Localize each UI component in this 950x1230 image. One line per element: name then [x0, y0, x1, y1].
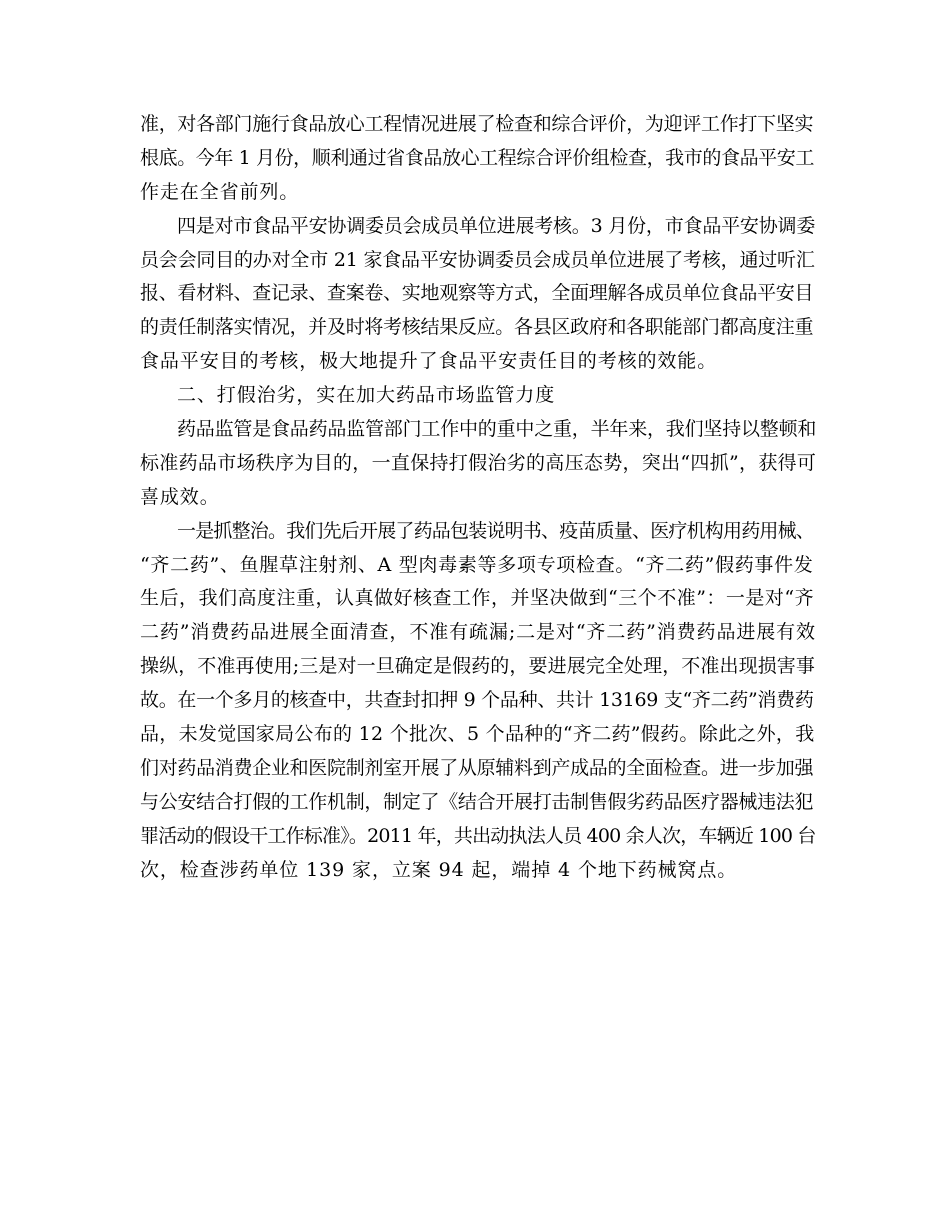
- paragraph-line: 操纵，不准再使用;三是对一旦确定是假药的，要进展完全处理，不准出现损害事: [140, 655, 816, 678]
- paragraph-line: 标准药品市场秩序为目的，一直保持打假治劣的高压态势，突出“四抓”，获得可: [140, 451, 817, 474]
- paragraph-line: 与公安结合打假的工作机制，制定了《结合开展打击制售假劣药品医疗器械违法犯: [140, 790, 814, 813]
- paragraph-line: 食品平安目的考核，极大地提升了食品平安责任目的考核的效能。: [140, 350, 718, 373]
- section-heading: 二、打假治劣，实在加大药品市场监管力度: [177, 384, 556, 407]
- paragraph-line: 故。在一个多月的核查中，共查封扣押 9 个品种、共计 13169 支“齐二药”消费药: [140, 689, 814, 712]
- paragraph-line: 们对药品消费企业和医院制剂室开展了从原辅料到产成品的全面检查。进一步加强: [140, 756, 814, 779]
- document-body: [140, 108, 816, 887]
- paragraph-line: 的责任制落实情况，并及时将考核结果反应。各县区政府和各职能部门都高度注重: [140, 316, 814, 339]
- paragraph-line: “齐二药”、鱼腥草注射剂、A 型肉毒素等多项专项检查。“齐二药”假药事件发: [140, 553, 814, 576]
- paragraph-line: 一是抓整治。我们先后开展了药品包装说明书、疫苗质量、医疗机构用药用械、: [177, 519, 815, 542]
- paragraph-line: 准，对各部门施行食品放心工程情况进展了检查和综合评价，为迎评工作打下坚实: [140, 113, 814, 135]
- paragraph-line: 根底。今年 1 月份，顺利通过省食品放心工程综合评价组检查，我市的食品平安工: [140, 146, 814, 169]
- paragraph-line: 员会会同目的办对全市 21 家食品平安协调委员会成员单位进展了考核，通过听汇: [140, 248, 815, 271]
- paragraph-line: 品，未发觉国家局公布的 12 个批次、5 个品种的“齐二药”假药。除此之外，我: [140, 723, 815, 746]
- paragraph-line: 生后，我们高度注重，认真做好核查工作，并坚决做到“三个不准”：一是对“齐: [140, 587, 815, 610]
- paragraph-line: 次，检查涉药单位 139 家，立案 94 起，端掉 4 个地下药械窝点。: [140, 858, 738, 881]
- paragraph-line: 作走在全省前列。: [140, 180, 300, 203]
- paragraph-line: 二药”消费药品进展全面清查，不准有疏漏;二是对“齐二药”消费药品进展有效: [140, 621, 816, 644]
- paragraph-line: 喜成效。: [140, 485, 220, 508]
- paragraph-line: 报、看材料、查记录、查案卷、实地观察等方式，全面理解各成员单位食品平安目: [140, 282, 814, 305]
- paragraph-line: 四是对市食品平安协调委员会成员单位进展考核。3 月份，市食品平安协调委: [177, 214, 816, 237]
- paragraph-line: 罪活动的假设干工作标准》。2011 年，共出动执法人员 400 余人次，车辆近 100 台: [140, 824, 816, 847]
- paragraph-line: 药品监管是食品药品监管部门工作中的重中之重，半年来，我们坚持以整顿和: [177, 418, 817, 441]
